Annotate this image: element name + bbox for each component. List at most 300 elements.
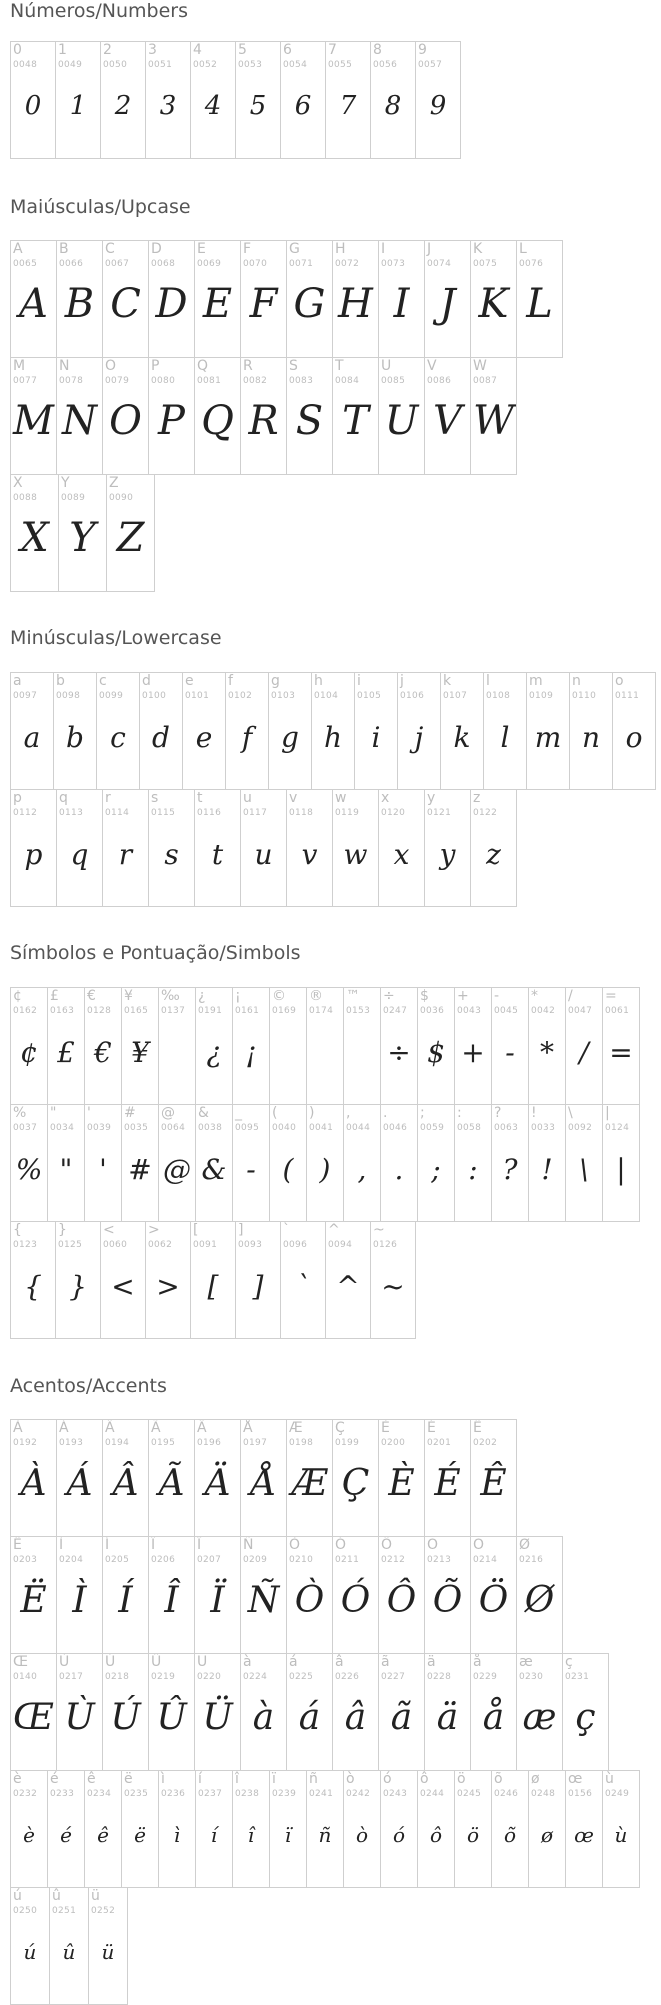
glyph-code: 0079 [105,376,130,386]
glyph-cell [10,357,57,475]
glyph-label: Î [151,1537,156,1553]
glyph-cell [158,1104,196,1222]
glyph-cell [194,240,241,358]
glyph-cell [148,1653,195,1771]
glyph-code: 0239 [272,1789,297,1799]
glyph-cell [240,240,287,358]
glyph-code: 0244 [420,1789,445,1799]
glyph-sample: ^ [336,1270,360,1303]
glyph-label: * [531,988,538,1004]
section-title: Minúsculas/Lowercase [10,627,222,649]
glyph-label: _ [235,1105,242,1121]
glyph-label: 1 [58,42,67,58]
glyph-cell [454,1770,492,1888]
glyph-sample: å [482,1697,505,1738]
glyph-label: ] [238,1222,244,1238]
glyph-label: : [457,1105,462,1121]
glyph-label: 3 [148,42,157,58]
glyph-cell [190,41,236,159]
glyph-label: 6 [283,42,292,58]
glyph-cell [565,987,603,1105]
glyph-label: Ç [335,1420,345,1436]
glyph-cell [417,1770,455,1888]
glyph-code: 0169 [272,1006,297,1016]
glyph-sample: / [579,1036,589,1069]
glyph-sample: Z [116,515,145,561]
glyph-label: Í [105,1537,110,1553]
glyph-label: e [185,673,194,689]
glyph-cell [565,1104,603,1222]
glyph-label: # [124,1105,136,1121]
glyph-code: 0209 [243,1555,268,1565]
glyph-cell [10,41,56,159]
glyph-sample: V [433,398,462,444]
glyph-label: ø [531,1771,540,1787]
glyph-label: F [243,241,252,257]
glyph-label: p [13,790,22,806]
glyph-sample: T [342,398,369,444]
glyph-cell [602,987,640,1105]
glyph-sample: ¿ [206,1036,222,1069]
glyph-label: N [59,358,70,374]
glyph-code: 0118 [289,808,314,818]
glyph-code: 0101 [185,691,210,701]
glyph-code: 0213 [427,1555,452,1565]
glyph-label: / [568,988,573,1004]
glyph-code: 0248 [531,1789,556,1799]
glyph-label: Y [61,475,70,491]
glyph-label: = [605,988,617,1004]
glyph-code: 0089 [61,493,86,503]
glyph-label: í [198,1771,202,1787]
glyph-code: 0068 [151,259,176,269]
glyph-cell [148,1536,195,1654]
glyph-cell [240,1536,287,1654]
glyph-cell [145,1221,191,1339]
glyph-label: Ô [381,1537,393,1553]
glyph-label: M [13,358,26,374]
glyph-label: L [519,241,527,257]
glyph-label: [ [193,1222,199,1238]
glyph-sample: I [393,281,410,327]
glyph-sample: Ü [202,1697,233,1738]
glyph-cell [190,1221,236,1339]
glyph-label: ú [13,1888,22,1904]
glyph-cell [56,1653,103,1771]
glyph-cell [10,1653,57,1771]
glyph-cell [470,357,517,475]
glyph-label: ñ [309,1771,318,1787]
glyph-sample: Ã [158,1463,185,1504]
glyph-label: é [50,1771,59,1787]
glyph-sample: b [66,721,84,754]
glyph-code: 0061 [605,1006,630,1016]
glyph-code: 0246 [494,1789,519,1799]
glyph-code: 0077 [13,376,38,386]
glyph-label: W [473,358,487,374]
glyph-cell [354,672,398,790]
glyph-code: 0058 [457,1123,482,1133]
glyph-label: © [272,988,286,1004]
glyph-code: 0059 [420,1123,445,1133]
glyph-cell [195,1770,233,1888]
glyph-cell [269,987,307,1105]
glyph-code: 0112 [13,808,38,818]
glyph-cell [235,41,281,159]
glyph-code: 0226 [335,1672,360,1682]
glyph-cell [343,987,381,1105]
glyph-sample: W [472,398,515,444]
glyph-sample: E [202,281,233,327]
glyph-label: Ó [335,1537,347,1553]
glyph-cell [325,41,371,159]
glyph-cell [325,1221,371,1339]
glyph-sample: è [23,1823,35,1847]
glyph-label: È [381,1420,390,1436]
glyph-cell [380,1104,418,1222]
glyph-cell [56,1536,103,1654]
glyph-label: ¥ [124,988,133,1004]
glyph-code: 0216 [519,1555,544,1565]
glyph-sample: R [248,398,279,444]
glyph-sample: C [110,281,141,327]
glyph-cell [10,1536,57,1654]
glyph-sample: ? [502,1153,518,1186]
glyph-cell [602,1104,640,1222]
glyph-code: 0218 [105,1672,130,1682]
glyph-cell [424,1419,471,1537]
glyph-cell [47,987,85,1105]
glyph-sample: à [252,1697,275,1738]
glyph-cell [483,672,527,790]
glyph-cell [268,672,312,790]
glyph-sample: á [298,1697,321,1738]
glyph-sample: D [155,281,188,327]
glyph-sample: Å [250,1463,277,1504]
glyph-cell [454,987,492,1105]
glyph-cell [378,240,425,358]
glyph-label: c [99,673,107,689]
section-title: Símbolos e Pontuação/Simbols [10,942,301,964]
glyph-cell [102,1536,149,1654]
glyph-cell [470,240,517,358]
glyph-cell [100,41,146,159]
glyph-label: Q [197,358,209,374]
glyph-code: 0217 [59,1672,84,1682]
glyph-cell [332,1536,379,1654]
glyph-label: £ [50,988,59,1004]
glyph-label: Á [59,1420,69,1436]
glyph-label: ~ [373,1222,385,1238]
glyph-cell [569,672,613,790]
glyph-code: 0162 [13,1006,38,1016]
glyph-cell [565,1770,603,1888]
glyph-sample: € [94,1036,112,1069]
glyph-label: Ì [59,1537,64,1553]
glyph-code: 0082 [243,376,268,386]
glyph-code: 0066 [59,259,84,269]
glyph-code: 0037 [13,1123,38,1133]
glyph-code: 0086 [427,376,452,386]
glyph-sample: Õ [432,1580,463,1621]
glyph-cell [102,1653,149,1771]
glyph-label: ò [346,1771,355,1787]
glyph-cell [56,357,103,475]
glyph-label: U [381,358,392,374]
glyph-cell [343,1104,381,1222]
glyph-code: 0038 [198,1123,223,1133]
glyph-code: 0220 [197,1672,222,1682]
glyph-cell [378,357,425,475]
glyph-sample: s [164,838,179,871]
glyph-code: 0245 [457,1789,482,1799]
glyph-cell [55,41,101,159]
glyph-label: d [142,673,151,689]
glyph-code: 0203 [13,1555,38,1565]
glyph-code: 0252 [91,1906,116,1916]
glyph-code: 0251 [52,1906,77,1916]
glyph-code: 0241 [309,1789,334,1799]
glyph-cell [10,1419,57,1537]
glyph-code: 0085 [381,376,406,386]
glyph-sample: ¡ [245,1036,257,1069]
glyph-code: 0046 [383,1123,408,1133]
glyph-code: 0072 [335,259,360,269]
glyph-sample: Ù [64,1697,95,1738]
glyph-code: 0232 [13,1789,38,1799]
glyph-code: 0102 [228,691,253,701]
glyph-label: ë [124,1771,133,1787]
glyph-code: 0076 [519,259,544,269]
glyph-code: 0051 [148,60,173,70]
glyph-code: 0110 [572,691,597,701]
glyph-code: 0095 [235,1123,260,1133]
glyph-sample: Æ [291,1463,328,1504]
glyph-code: 0111 [615,691,640,701]
glyph-code: 0121 [427,808,452,818]
glyph-code: 0124 [605,1123,630,1133]
glyph-label: â [335,1654,344,1670]
glyph-code: 0219 [151,1672,176,1682]
glyph-label: ! [531,1105,537,1121]
glyph-sample: $ [427,1036,445,1069]
glyph-label: 4 [193,42,202,58]
glyph-label: P [151,358,160,374]
glyph-cell [194,1536,241,1654]
glyph-sample: Ç [341,1463,370,1504]
glyph-code: 0113 [59,808,84,818]
glyph-code: 0108 [486,691,511,701]
glyph-code: 0080 [151,376,176,386]
glyph-label: Ñ [243,1537,254,1553]
glyph-cell [516,1536,563,1654]
glyph-code: 0249 [605,1789,630,1799]
glyph-code: 0243 [383,1789,408,1799]
glyph-cell [306,1770,344,1888]
glyph-cell [106,474,155,592]
glyph-sample: - [246,1153,256,1186]
glyph-code: 0047 [568,1006,593,1016]
glyph-label: Ø [519,1537,531,1553]
glyph-sample: d [152,721,170,754]
glyph-code: 0081 [197,376,222,386]
glyph-sample: Ë [20,1580,47,1621]
glyph-sample: ì [173,1823,181,1847]
glyph-code: 0238 [235,1789,260,1799]
glyph-sample: w [343,838,368,871]
glyph-sample: & [201,1153,227,1186]
glyph-code: 0156 [568,1789,593,1799]
glyph-code: 0075 [473,259,498,269]
glyph-code: 0044 [346,1123,371,1133]
glyph-code: 0116 [197,808,222,818]
glyph-label: æ [519,1654,533,1670]
glyph-code: 0128 [87,1006,112,1016]
glyph-sample: Ô [386,1580,417,1621]
glyph-code: 0067 [105,259,130,269]
glyph-cell [526,672,570,790]
glyph-cell [306,987,344,1105]
glyph-label: v [289,790,298,806]
glyph-label: ï [272,1771,276,1787]
glyph-label: t [197,790,203,806]
glyph-sample: f [241,721,253,754]
glyph-code: 0229 [473,1672,498,1682]
glyph-code: 0099 [99,691,124,701]
glyph-code: 0225 [289,1672,314,1682]
glyph-cell [528,1104,566,1222]
glyph-code: 0125 [58,1240,83,1250]
glyph-label: Ë [13,1537,22,1553]
glyph-sample: 6 [294,91,312,121]
glyph-sample: ù [614,1823,628,1847]
glyph-label: R [243,358,253,374]
glyph-cell [470,789,517,907]
glyph-code: 0235 [124,1789,149,1799]
glyph-code: 0105 [357,691,382,701]
glyph-cell [440,672,484,790]
glyph-sample: # [128,1153,152,1186]
glyph-label: " [50,1105,57,1121]
glyph-sample: F [249,281,278,327]
glyph-label: o [615,673,624,689]
glyph-label: E [197,241,206,257]
glyph-cell [240,1653,287,1771]
glyph-sample: ä [436,1697,459,1738]
glyph-cell [10,672,54,790]
glyph-label: | [605,1105,610,1121]
glyph-label: $ [420,988,429,1004]
glyph-label: ô [420,1771,429,1787]
glyph-sample: ç [575,1697,596,1738]
glyph-code: 0211 [335,1555,360,1565]
glyph-sample: ø [540,1823,554,1847]
glyph-sample: ú [23,1940,37,1964]
glyph-code: 0054 [283,60,308,70]
glyph-code: 0224 [243,1672,268,1682]
glyph-label: ‰ [161,988,180,1004]
glyph-sample: È [388,1463,415,1504]
glyph-cell [286,240,333,358]
glyph-cell [102,357,149,475]
glyph-code: 0206 [151,1555,176,1565]
glyph-label: ¿ [198,988,206,1004]
glyph-label: < [103,1222,115,1238]
glyph-label: ® [309,988,323,1004]
glyph-label: õ [494,1771,503,1787]
glyph-code: 0231 [565,1672,590,1682]
glyph-code: 0212 [381,1555,406,1565]
glyph-label: î [235,1771,239,1787]
glyph-code: 0103 [271,691,296,701]
glyph-cell [240,357,287,475]
glyph-cell [148,789,195,907]
glyph-label: û [52,1888,61,1904]
glyph-code: 0093 [238,1240,263,1250]
glyph-sample: e [195,721,213,754]
glyph-label: À [13,1420,23,1436]
glyph-sample: { [24,1270,42,1303]
glyph-label: J [427,241,432,257]
glyph-label: h [314,673,323,689]
glyph-code: 0050 [103,60,128,70]
glyph-sample: c [110,721,126,754]
glyph-sample: l [500,721,510,754]
glyph-sample: 5 [249,91,267,121]
glyph-label: ? [494,1105,502,1121]
glyph-label: j [400,673,404,689]
glyph-label: A [13,241,23,257]
glyph-code: 0053 [238,60,263,70]
glyph-code: 0090 [109,493,134,503]
glyph-sample: ñ [318,1823,332,1847]
glyph-cell [286,789,333,907]
glyph-cell [102,240,149,358]
glyph-sample: 2 [114,91,132,121]
glyph-cell [121,987,159,1105]
glyph-cell [370,1221,416,1339]
glyph-label: u [243,790,252,806]
glyph-sample: h [323,721,343,754]
glyph-sample: Ú [110,1697,141,1738]
glyph-code: 0202 [473,1438,498,1448]
glyph-sample: [ [207,1270,219,1303]
glyph-code: 0074 [427,259,452,269]
glyph-label: n [572,673,581,689]
glyph-code: 0041 [309,1123,334,1133]
glyph-label: V [427,358,437,374]
glyph-sample: ô [429,1823,443,1847]
glyph-sample: À [20,1463,47,1504]
glyph-label: G [289,241,300,257]
glyph-label: z [473,790,481,806]
glyph-code: 0100 [142,691,167,701]
glyph-label: O [105,358,117,374]
glyph-cell [417,1104,455,1222]
glyph-code: 0210 [289,1555,314,1565]
glyph-cell [121,1770,159,1888]
glyph-cell [10,789,57,907]
glyph-sample: é [60,1823,72,1847]
glyph-label: S [289,358,298,374]
glyph-label: ù [605,1771,614,1787]
glyph-cell [195,987,233,1105]
glyph-cell [235,1221,281,1339]
glyph-code: 0192 [13,1438,38,1448]
glyph-label: \ [568,1105,573,1121]
glyph-code: 0196 [197,1438,222,1448]
glyph-sample: > [156,1270,180,1303]
